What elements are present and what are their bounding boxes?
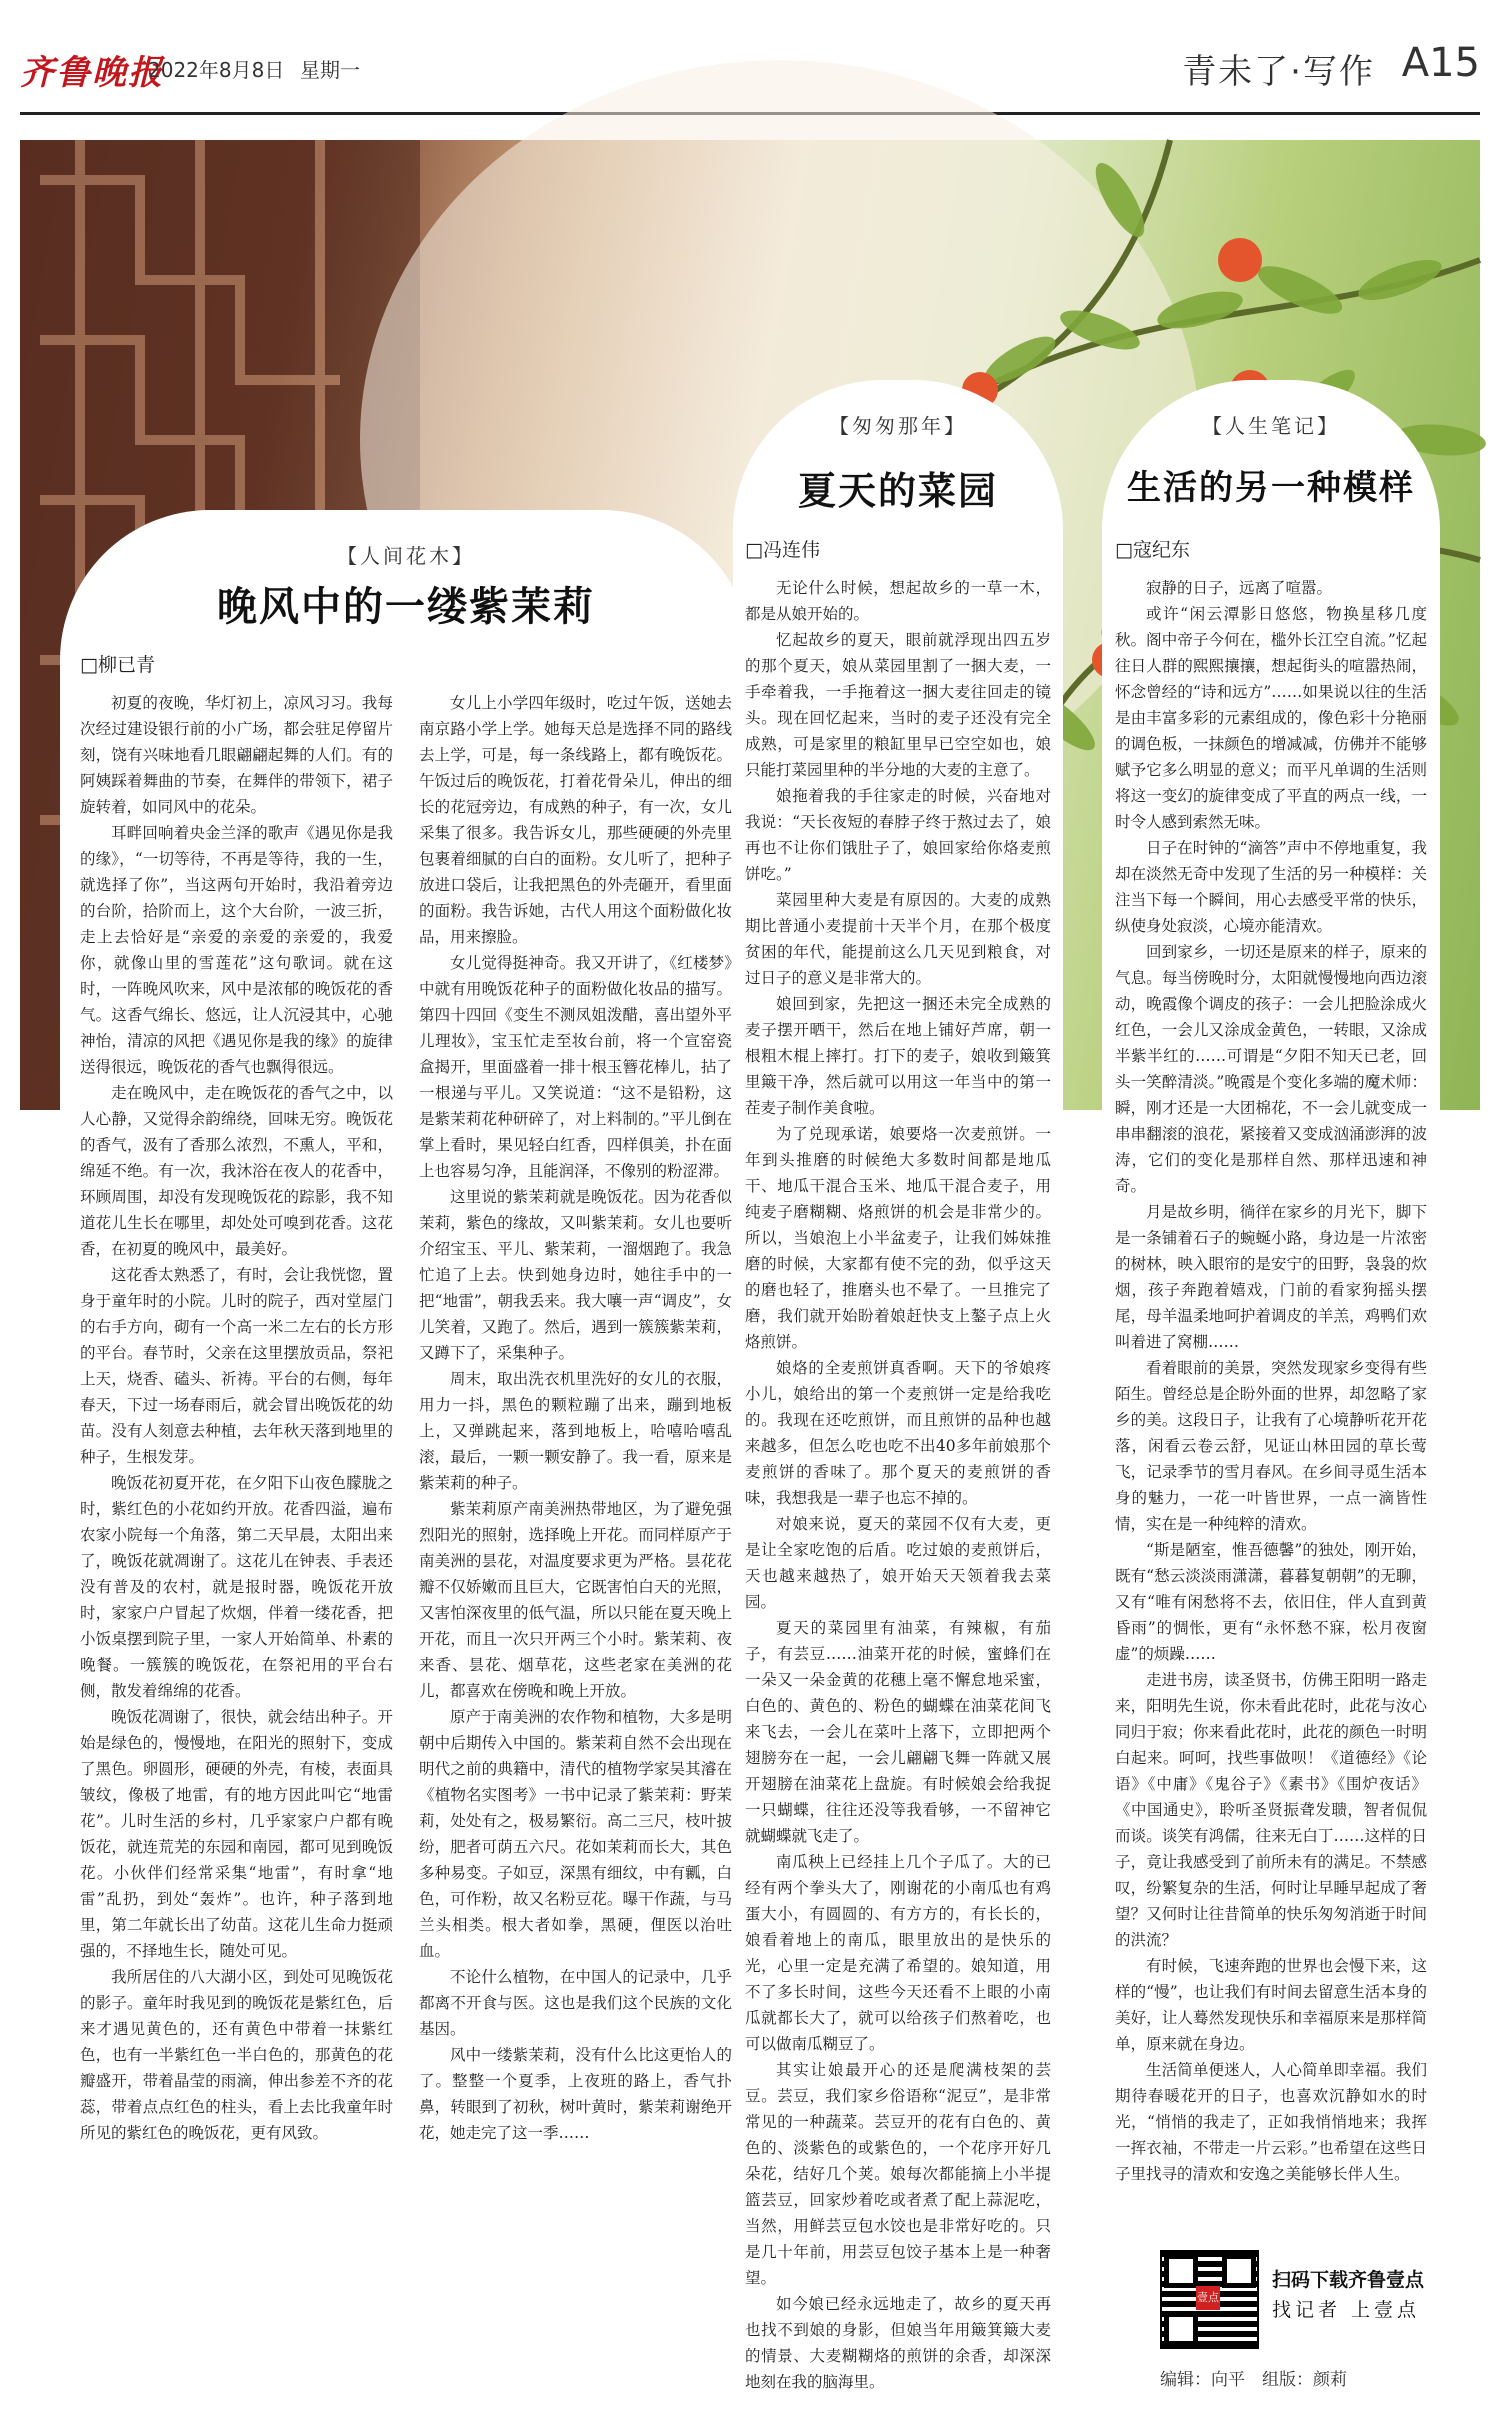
article-1-paragraph: 原产于南美洲的农作物和植物，大多是明朝中后期传入中国的。紫茉莉自然不会出现在明代之前的典籍中，清代的植物学家吴其濬在《植物名实图考》一书中记录了紫茉莉：野茉莉，处处有之，极易繁衍。高二三尺，枝叶披纷，肥者可荫五六尺。花如茉莉而长大，其色多种易变。子如豆，深黑有细纹，中有瓤，白色，可作粉，故又名粉豆花。曝干作蔬，与马兰头相类。根大者如拳，黑硬，俚医以治吐血。 [419, 1708, 732, 1960]
article-3-paragraph: 生活简单便迷人，人心简单即幸福。我们期待春暖花开的日子，也喜欢沉静如水的时光，“悄悄的我走了，正如我悄悄地来；我挥一挥衣袖，不带走一片云彩。”也希望在这些日子里找寻的清欢和安逸之美能够长伴人生。 [1115, 2061, 1427, 2183]
article-2-author: □冯连伟 [745, 539, 820, 561]
editor-credits: 编辑：向平 组版：颜莉 [1160, 2370, 1347, 2390]
article-1-title: 晚风中的一缕紫茉莉 [217, 583, 595, 630]
article-2-paragraph: 娘回到家，先把这一捆还未完全成熟的麦子摆开晒干，然后在地上铺好芦席，朝一根粗木棍上摔打。打下的麦子，娘收到簸箕里簸干净，然后就可以用这一年当中的第一茬麦子制作美食啦。 [745, 995, 1051, 1117]
issue-weekday: 星期一 [300, 58, 360, 82]
article-1-paragraph: 初夏的夜晚，华灯初上，凉风习习。我每次经过建设银行前的小广场，都会驻足停留片刻，饶有兴味地看几眼翩翩起舞的人们。有的阿姨踩着舞曲的节奏，在舞伴的带领下，裙子旋转着，如同风中的花朵。 [80, 694, 393, 816]
article-3-paragraph: 有时候，飞速奔跑的世界也会慢下来，这样的“慢”，也让我们有时间去留意生活本身的美好，让人蓦然发现快乐和幸福原来是那样简单，原来就在身边。 [1115, 1957, 1427, 2053]
article-1-body [80, 690, 732, 2380]
article-2-paragraph: 如今娘已经永远地走了，故乡的夏天再也找不到娘的身影，但娘当年用簸箕簸大麦的情景、大麦糊糊烙的煎饼的余香，却深深地刻在我的脑海里。 [745, 2295, 1051, 2391]
article-3-paragraph: 寂静的日子，远离了喧嚣。 [1146, 579, 1333, 597]
article-2-paragraph: 无论什么时候，想起故乡的一草一木，都是从娘开始的。 [745, 579, 1051, 623]
article-2-tag: 【匆匆那年】 [829, 414, 967, 438]
article-2-paragraph: 对娘来说，夏天的菜园不仅有大麦，更是让全家吃饱的后盾。吃过娘的麦煎饼后，天也越来越热了，娘开始天天领着我去菜园。 [745, 1515, 1051, 1611]
article-1-paragraph: 晚饭花凋谢了，很快，就会结出种子。开始是绿色的，慢慢地，在阳光的照射下，变成了黑色。卵圆形，硬硬的外壳，有棱，表面具皱纹，像极了地雷，有的地方因此叫它“地雷花”。儿时生活的乡村，几乎家家户户都有晚饭花，就连荒芜的东园和南园，都可见到晚饭花。小伙伴们经常采集“地雷”，有时拿“地雷”乱扔，到处“轰炸”。也许，种子落到地里，第二年就长出了幼苗。这花儿生命力挺顽强的，不择地生长，随处可见。 [80, 1708, 393, 1960]
qr-subcaption: 找记者 上壹点 [1272, 2299, 1421, 2321]
article-1-paragraph: 周末，取出洗衣机里洗好的女儿的衣服，用力一抖，黑色的颗粒蹦了出来，蹦到地板上，又弹跳起来，落到地板上，哈嘻哈嘻乱滚，最后，一颗一颗安静了。我一看，原来是紫茉莉的种子。 [419, 1370, 732, 1492]
article-2-body [745, 575, 1051, 2391]
article-1-tag: 【人间花木】 [337, 544, 475, 568]
article-1-paragraph: 女儿上小学四年级时，吃过午饭，送她去南京路小学上学。她每天总是选择不同的路线去上学，可是，每一条线路上，都有晚饭花。午饭过后的晚饭花，打着花骨朵儿，伸出的细长的花冠旁边，有成熟的种子，有一次，女儿采集了很多。我告诉女儿，那些硬硬的外壳里包裹着细腻的白白的面粉。女儿听了，把种子放进口袋后，让我把黑色的外壳砸开，看里面的面粉。我告诉她，古代人用这个面粉做化妆品，用来擦脸。 [419, 694, 732, 946]
article-3-paragraph: 走进书房，读圣贤书，仿佛王阳明一路走来，阳明先生说，你未看此花时，此花与汝心同归于寂；你来看此花时，此花的颜色一时明白起来。呵呵，找些事做呗！《道德经》《论语》《中庸》《鬼谷子》《素书》《围炉夜话》《中国通史》，聆听圣贤振聋发聩，智者侃侃而谈。谈笑有鸿儒，往来无白丁……这样的日子，竟让我感受到了前所未有的满足。不禁感叹，纷繁复杂的生活，何时让早睡早起成了奢望？又何时让往昔简单的快乐匆匆消逝于时间的洪流？ [1115, 1671, 1427, 1949]
article-3-author: □寇纪东 [1115, 539, 1190, 561]
section-title: 青未了·写作 [1182, 52, 1375, 92]
qr-finder-pattern [1164, 2312, 1198, 2346]
article-1-paragraph: 风中一缕紫茉莉，没有什么比这更怡人的了。整整一个夏季，上夜班的路上，香气扑鼻，转眼到了初秋，树叶黄时，紫茉莉谢绝开花，她走完了这一季…… [419, 2046, 732, 2142]
article-1-paragraph: 这花香太熟悉了，有时，会让我恍惚，置身于童年时的小院。儿时的院子，西对堂屋门的右手方向，砌有一个高一米二左右的长方形的平台。春节时，父亲在这里摆放贡品，祭祀上天，烧香、磕头、祈祷。平台的右侧，每年春天，下过一场春雨后，就会冒出晚饭花的幼苗。没有人刻意去种植，去年秋天落到地里的种子，生根发芽。 [80, 1266, 393, 1466]
article-3-paragraph: 或许“闲云潭影日悠悠，物换星移几度秋。阁中帝子今何在，槛外长江空自流。”忆起往日人群的熙熙攘攘，想起街头的喧嚣热闹，怀念曾经的“诗和远方”……如果说以往的生活是由丰富多彩的元素组成的，像色彩十分艳丽的调色板，一抹颜色的增减减，仿佛并不能够赋予它多么明显的意义；而平凡单调的生活则将这一变幻的旋律变成了平直的两点一线，一时令人感到索然无味。 [1115, 605, 1427, 831]
article-2-paragraph: 菜园里种大麦是有原因的。大麦的成熟期比普通小麦提前十天半个月，在那个极度贫困的年代，能提前这么几天见到粮食，对过日子的意义是非常大的。 [745, 891, 1051, 987]
article-3-tag: 【人生笔记】 [1202, 414, 1340, 438]
article-1-paragraph: 耳畔回响着央金兰泽的歌声《遇见你是我的缘》，“一切等待，不再是等待，我的一生，就选择了你”，当这两句开始时，我沿着旁边的台阶，拾阶而上，这个大台阶，一波三折，走上去恰好是“亲爱的亲爱的亲爱的，我爱你，就像山里的雪莲花”这句歌词。就在这时，一阵晚风吹来，风中是浓郁的晚饭花的香气。这香气绵长、悠远，让人沉浸其中，心驰神怡，清凉的风把《遇见你是我的缘》的旋律送得很远，晚饭花的香气也飘得很远。 [80, 824, 393, 1076]
article-3-paragraph: “斯是陋室，惟吾德馨”的独处，刚开始，既有“愁云淡淡雨潇潇，暮暮复朝朝”的无聊，又有“唯有闲愁将不去，依旧住，伴人直到黄昏雨”的惆怅，更有“永怀愁不寐，松月夜窗虚”的烦躁…… [1115, 1541, 1427, 1663]
article-1-paragraph: 我所居住的八大湖小区，到处可见晚饭花的影子。童年时我见到的晚饭花是紫红色，后来才遇见黄色的，还有黄色中带着一抹紫红色，也有一半紫红色一半白色的，那黄色的花瓣盛开，带着晶莹的雨滴，伸出参差不齐的花蕊，带着点点红色的柱头，看上去比我童年时所见的紫红色的晚饭花，更有风致。 [80, 1968, 393, 2142]
qr-center-logo: 壹点 [1196, 2286, 1220, 2310]
article-3-paragraph: 月是故乡明，徜徉在家乡的月光下，脚下是一条铺着石子的蜿蜒小路，身边是一片浓密的树林，映入眼帘的是安宁的田野，袅袅的炊烟，孩子奔跑着嬉戏，门前的看家狗摇头摆尾，母羊温柔地呵护着调皮的羊羔，鸡鸭们欢叫着进了窝棚…… [1115, 1203, 1427, 1351]
article-2-paragraph: 南瓜秧上已经挂上几个子瓜了。大的已经有两个拳头大了，刚谢花的小南瓜也有鸡蛋大小，有圆圆的、有方方的，有长长的，娘看着地上的南瓜，眼里放出的是快乐的光，心里一定是充满了希望的。娘知道，用不了多长时间，这些今天还看不上眼的小南瓜就都长大了，就可以给孩子们熬着吃，也可以做南瓜糊豆了。 [745, 1853, 1051, 2053]
page-number: A15 [1401, 40, 1480, 86]
qr-caption: 扫码下载齐鲁壹点 [1272, 2269, 1425, 2291]
newspaper-logo: 齐鲁晚报 [20, 53, 164, 93]
issue-date: 2022年8月8日 [148, 58, 285, 82]
article-1-paragraph: 走在晚风中，走在晚饭花的香气之中，以人心静，又觉得余韵绵绕，回味无穷。晚饭花的香气，汲有了香那么浓烈，不熏人，平和，绵延不绝。有一次，我沐浴在夜人的花香中，环顾周围，却没有发现晚饭花的踪影，我不知道花儿生长在哪里，却处处可嗅到花香。这花香，在初夏的晚风中，最美好。 [80, 1084, 393, 1258]
article-2-paragraph: 其实让娘最开心的还是爬满枝架的芸豆。芸豆，我们家乡俗语称“泥豆”，是非常常见的一种蔬菜。芸豆开的花有白色的、黄色的、淡紫色的或紫色的，一个花序开好几朵花，结好几个荚。娘每次都能摘上小半提篮芸豆，回家炒着吃或者煮了配上蒜泥吃，当然，用鲜芸豆包水饺也是非常好吃的。只是几十年前，用芸豆包饺子基本上是一种奢望。 [745, 2061, 1051, 2287]
article-1-author: □柳已青 [80, 654, 155, 676]
article-3-paragraph: 回到家乡，一切还是原来的样子，原来的气息。每当傍晚时分，太阳就慢慢地向西边滚动，晚霞像个调皮的孩子：一会儿把脸涂成火红色，一会儿又涂成金黄色，一转眼，又涂成半紫半红的……可谓是“夕阳不知天已老，回头一笑醉清淡。”晚霞是个变化多端的魔术师：瞬，刚才还是一大团棉花，不一会儿就变成一串串翻滚的浪花，紧接着又变成汹涌澎湃的波涛，它们的变化是那样自然、那样迅速和神奇。 [1115, 943, 1427, 1195]
article-3-title: 生活的另一种模样 [1127, 468, 1415, 508]
article-3-paragraph: 看着眼前的美景，突然发现家乡变得有些陌生。曾经总是企盼外面的世界，却忽略了家乡的美。这段日子，让我有了心境静听花开花落，闲看云卷云舒，见证山林田园的草长莺飞，记录季节的雪月春风。在乡间寻觅生活本身的魅力，一花一叶皆世界，一点一滴皆性情，实在是一种纯粹的清欢。 [1115, 1359, 1427, 1533]
article-2-paragraph: 为了兑现承诺，娘要烙一次麦煎饼。一年到头推磨的时候绝大多数时间都是地瓜干、地瓜干混合玉米、地瓜干混合麦子，用纯麦子磨糊糊、烙煎饼的机会是非常少的。所以，当娘泡上小半盆麦子，让我们姊妹推磨的时候，大家都有使不完的劲，似乎这天的磨也轻了，推磨头也不晕了。一旦推完了磨，我们就开始盼着娘赶快支上鏊子点上火烙煎饼。 [745, 1125, 1051, 1351]
article-2-title: 夏天的菜园 [797, 468, 998, 513]
qr-finder-pattern [1222, 2254, 1256, 2288]
article-2-paragraph: 娘烙的全麦煎饼真香啊。天下的爷娘疼小儿，娘给出的第一个麦煎饼一定是给我吃的。我现在还吃煎饼，而且煎饼的品种也越来越多，但怎么吃也吃不出40多年前娘那个麦煎饼的香味了。那个夏天的麦煎饼的香味，我想我是一辈子也忘不掉的。 [745, 1359, 1051, 1507]
article-3-body [1115, 575, 1427, 2235]
article-1-paragraph: 这里说的紫茉莉就是晚饭花。因为花香似茉莉，紫色的缘故，又叫紫茉莉。女儿也要听介绍宝玉、平儿、紫茉莉，一溜烟跑了。我急忙追了上去。快到她身边时，她往手中的一把“地雷”，朝我丢来。我大嚷一声“调皮”，女儿笑着，又跑了。然后，遇到一簇簇紫茉莉，又蹲下了，采集种子。 [419, 1188, 732, 1362]
article-2-paragraph: 忆起故乡的夏天，眼前就浮现出四五岁的那个夏天，娘从菜园里割了一捆大麦，一手牵着我，一手拖着这一捆大麦往回走的镜头。现在回忆起来，当时的麦子还没有完全成熟，可是家里的粮缸里早已空空如也，娘只能打菜园里种的半分地的大麦的主意了。 [745, 631, 1051, 779]
qr-finder-pattern [1164, 2254, 1198, 2288]
article-2-paragraph: 夏天的菜园里有油菜，有辣椒，有茄子，有芸豆……油菜开花的时候，蜜蜂们在一朵又一朵金黄的花穗上毫不懈怠地采蜜，白色的、黄色的、粉色的蝴蝶在油菜花间飞来飞去，一会儿在菜叶上落下，立即把两个翅膀夯在一起，一会儿翩翩飞舞一阵就又展开翅膀在油菜花上盘旋。有时候娘会给我捉一只蝴蝶，往往还没等我看够，一不留神它就蝴蝶就飞走了。 [745, 1619, 1051, 1845]
article-1-paragraph: 晚饭花初夏开花，在夕阳下山夜色朦胧之时，紫红色的小花如约开放。花香四溢，遍布农家小院每一个角落，第二天早晨，太阳出来了，晚饭花就凋谢了。这花儿在钟表、手表还没有普及的农村，就是报时器，晚饭花开放时，家家户户冒起了炊烟，伴着一缕花香，把小饭桌摆到院子里，一家人开始简单、朴素的晚餐。一簇簇的晚饭花，在祭祀用的平台右侧，散发着绵绵的花香。 [80, 1474, 393, 1700]
article-3-paragraph: 日子在时钟的“滴答”声中不停地重复，我却在淡然无奇中发现了生活的另一种模样：关注当下每一个瞬间，用心去感受平常的快乐，纵使身处寂淡，心境亦能清欢。 [1115, 839, 1427, 935]
article-1-paragraph: 不论什么植物，在中国人的记录中，几乎都离不开食与医。这也是我们这个民族的文化基因。 [419, 1968, 732, 2038]
article-2-paragraph: 娘拖着我的手往家走的时候，兴奋地对我说：“天长夜短的春脖子终于熬过去了，娘再也不让你们饿肚子了，娘回家给你烙麦煎饼吃。” [745, 787, 1051, 883]
article-1-paragraph: 紫茉莉原产南美洲热带地区，为了避免强烈阳光的照射，选择晚上开花。而同样原产于南美洲的昙花，对温度要求更为严格。昙花花瓣不仅娇嫩而且巨大，它既害怕白天的光照，又害怕深夜里的低气温，所以只能在夏天晚上开花，而且一次只开两三个小时。紫茉莉、夜来香、昙花、烟草花，这些老家在美洲的花儿，都喜欢在傍晚和晚上开放。 [419, 1500, 732, 1700]
article-1-paragraph: 女儿觉得挺神奇。我又开讲了，《红楼梦》中就有用晚饭花种子的面粉做化妆品的描写。第四十四回《变生不测凤姐泼醋，喜出望外平儿理妆》，宝玉忙走至妆台前，将一个宣窑瓷盒揭开，里面盛着一排十根玉簪花棒儿，拈了一根递与平儿。又笑说道：“这不是铅粉，这是紫茉莉花种研碎了，对上料制的。”平儿倒在掌上看时，果见轻白红香，四样俱美，扑在面上也容易匀净，且能润泽，不像别的粉涩滞。 [419, 954, 732, 1180]
